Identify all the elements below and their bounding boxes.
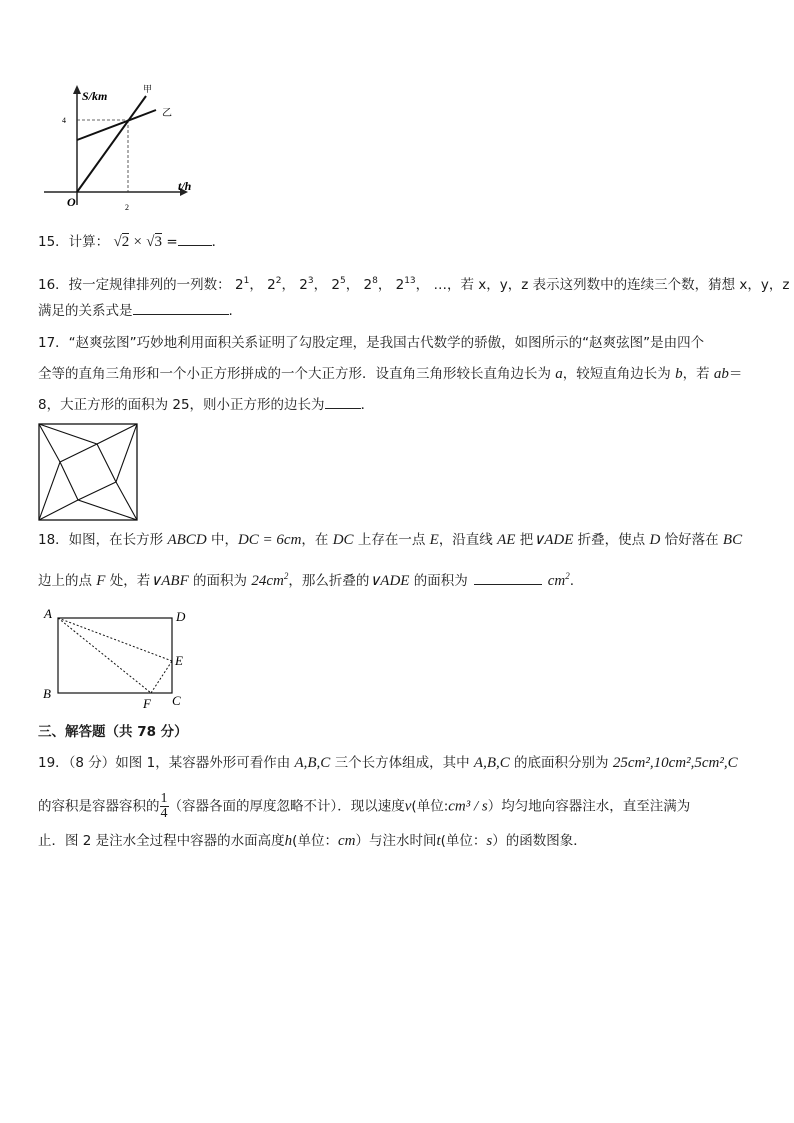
y-axis-arrow bbox=[73, 85, 81, 94]
x-tick-label: 2 bbox=[125, 203, 129, 212]
right-triangle bbox=[39, 424, 60, 520]
sequence-term: $2^5$ bbox=[331, 276, 346, 293]
rectangle-fold-figure bbox=[38, 606, 198, 712]
question-19-line-1: 19．（8 分）如图 1，某容器外形可看作由 A,B,C 三个长方体组成，其中 A,B,C 的底面积分别为 25cm²,10cm²,5cm²,C bbox=[38, 755, 738, 771]
answer-blank-17[interactable] bbox=[325, 396, 361, 409]
zhao-shuang-figure bbox=[38, 423, 140, 523]
label-d: D bbox=[176, 609, 186, 624]
sqrt-operand-b: 3 bbox=[154, 234, 163, 250]
right-triangle bbox=[116, 424, 137, 520]
section-heading: 三、解答题（共 78 分） bbox=[38, 724, 188, 740]
label-e: E bbox=[175, 653, 183, 668]
right-triangle bbox=[39, 500, 137, 520]
label-b: B bbox=[43, 686, 51, 701]
fraction-one-quarter: $\frac{1}{4}$ bbox=[160, 791, 168, 821]
right-triangle bbox=[39, 424, 137, 444]
distance-time-graph bbox=[30, 80, 210, 215]
question-17-line-3: 8，大正方形的面积为 25，则小正方形的边长为 ． bbox=[38, 397, 375, 413]
sequence-term: $2^8$ bbox=[363, 276, 378, 293]
small-square bbox=[60, 444, 116, 500]
answer-blank-15[interactable] bbox=[178, 233, 212, 246]
y-axis-label: S/km bbox=[82, 89, 108, 103]
question-17-line-2: 全等的直角三角形和一个小正方形拼成的一个大正方形．设直角三角形较长直角边长为 a，较短直角边长为 b，若 ab＝ bbox=[38, 366, 743, 382]
triangle-hypotenuse bbox=[39, 424, 137, 520]
origin-label: O bbox=[67, 195, 76, 209]
sequence-term: $2^{13}$ bbox=[395, 276, 416, 293]
sequence-term: $2^2$ bbox=[267, 276, 282, 293]
sqrt-operand-a: 2 bbox=[121, 234, 130, 250]
question-15: 15．计算： √2 × √3 = ． bbox=[38, 234, 226, 250]
label-c: C bbox=[172, 693, 181, 708]
label-a: A bbox=[44, 606, 52, 621]
question-18-line-2: 边上的点 F 处，若∨ABF 的面积为 $24cm^2$，那么折叠的∨ADE 的面积为 $cm^2$. bbox=[38, 571, 575, 589]
sequence-term: $2^3$ bbox=[299, 276, 314, 293]
rectangle-abcd bbox=[58, 618, 172, 693]
question-17-line-1: 17．“赵爽弦图”巧妙地利用面积关系证明了勾股定理，是我国古代数学的骄傲，如图所示的“赵爽弦图”是由四个 bbox=[38, 335, 705, 351]
question-18-line-1: 18．如图，在长方形 ABCD 中，DC = 6cm，在 DC 上存在一点 E，沿直线 AE 把∨ADE 折叠，使点 D 恰好落在 BC bbox=[38, 532, 743, 548]
label-f: F bbox=[143, 696, 151, 711]
question-16-line-2: 满足的关系式是 . bbox=[38, 303, 233, 319]
line-jia bbox=[77, 96, 146, 192]
fold-line-fe bbox=[151, 661, 172, 693]
y-tick-label: 4 bbox=[62, 116, 66, 125]
fold-line-af bbox=[58, 618, 151, 693]
fold-line-ae bbox=[58, 618, 172, 661]
line-jia-label: 甲 bbox=[143, 84, 153, 94]
question-19-line-3: 止．图 2 是注水全过程中容器的水面高度h(单位：cm）与注水时间t(单位：s）的函数图象． bbox=[38, 833, 587, 849]
sequence-term: $2^1$ bbox=[234, 276, 250, 293]
big-square bbox=[39, 424, 137, 520]
question-16: 16．按一定规律排列的一列数： $2^1$， $2^2$， $2^3$， $2^5$， $2^8$， $2^{13}$， …，若 x，y，z 表示这列数中的连续三个数，猜想 x，y，z bbox=[38, 276, 790, 293]
line-yi-label: 乙 bbox=[162, 108, 172, 119]
answer-blank-16[interactable] bbox=[133, 302, 229, 315]
answer-blank-18[interactable] bbox=[474, 572, 542, 585]
question-19-line-2: 的容积是容器容积的 $\frac{1}{4}$ （容器各面的厚度忽略不计）．现以速度v(单位:cm³ / s）均匀地向容器注水，直至注满为 bbox=[38, 791, 691, 821]
x-axis-label: t/h bbox=[178, 179, 192, 193]
